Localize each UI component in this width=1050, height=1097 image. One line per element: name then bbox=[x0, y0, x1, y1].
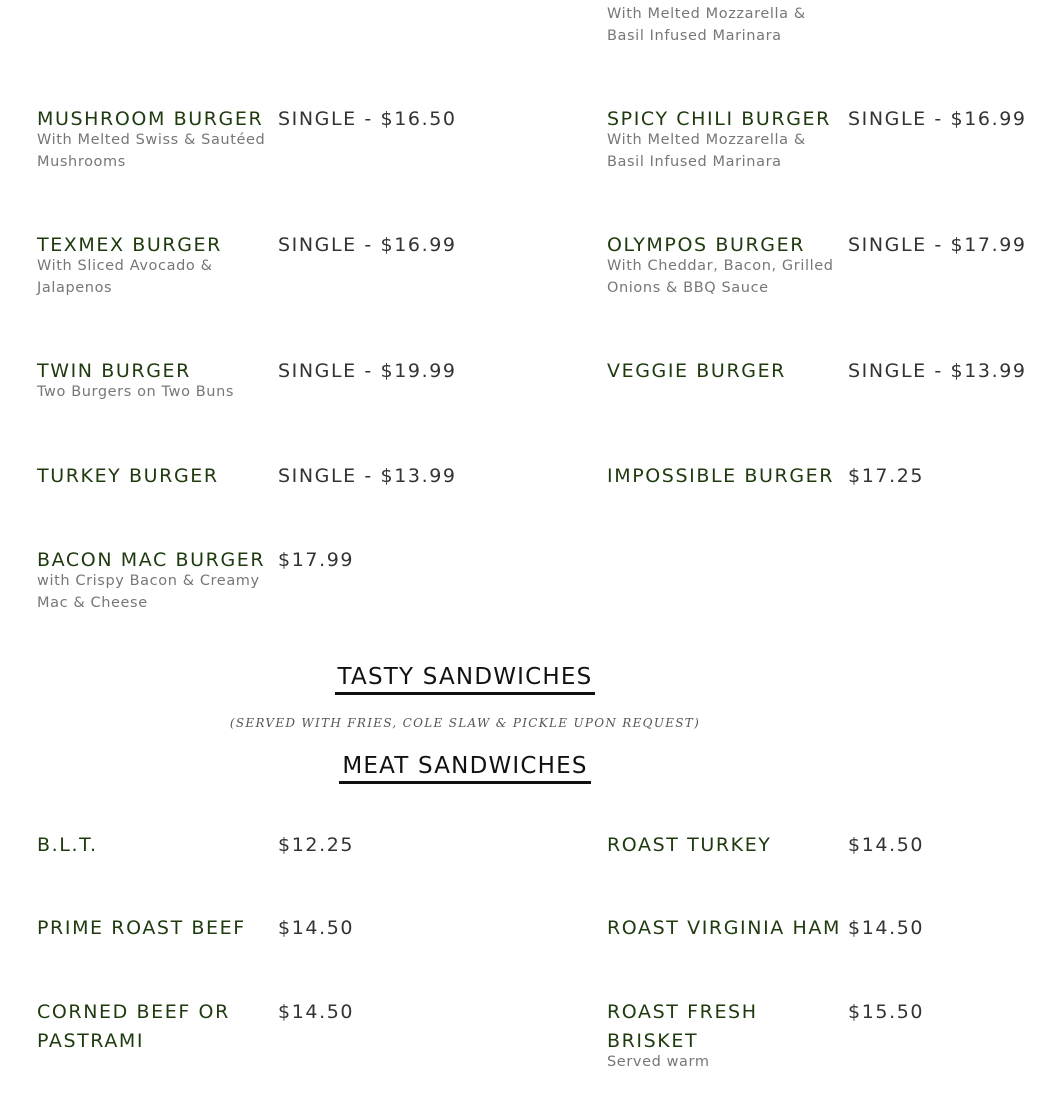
item-name: SPICY CHILI BURGER bbox=[607, 108, 831, 130]
menu-item bbox=[37, 231, 277, 299]
menu-item bbox=[607, 998, 847, 1074]
item-price: SINGLE - $13.99 bbox=[278, 465, 457, 487]
menu-item bbox=[37, 831, 277, 860]
item-price: SINGLE - $16.99 bbox=[848, 108, 1027, 130]
item-price: SINGLE - $16.50 bbox=[278, 108, 457, 130]
item-description: With Melted Mozzarella & Basil Infused Marinara bbox=[607, 132, 806, 170]
item-name: ROAST FRESH BRISKET bbox=[607, 1001, 758, 1052]
item-name: TEXMEX BURGER bbox=[37, 234, 222, 256]
menu-item bbox=[607, 231, 847, 299]
menu-item bbox=[37, 546, 277, 614]
item-name: TWIN BURGER bbox=[37, 360, 191, 382]
item-price: $14.50 bbox=[278, 917, 355, 939]
item-name: ROAST VIRGINIA HAM bbox=[607, 917, 841, 939]
item-price: SINGLE - $17.99 bbox=[848, 234, 1027, 256]
section-note: (SERVED WITH FRIES, COLE SLAW & PICKLE UPON REQUEST) bbox=[229, 716, 701, 730]
item-name: MUSHROOM BURGER bbox=[37, 108, 264, 130]
item-price: $14.50 bbox=[278, 1001, 355, 1023]
menu-item bbox=[607, 8, 847, 47]
item-name: VEGGIE BURGER bbox=[607, 360, 786, 382]
item-description: With Melted Mozzarella & Basil Infused Marinara bbox=[607, 6, 806, 44]
item-description: with Crispy Bacon & Creamy Mac & Cheese bbox=[37, 573, 260, 611]
menu-item bbox=[37, 914, 277, 943]
item-name: IMPOSSIBLE BURGER bbox=[607, 465, 835, 487]
item-description: With Melted Swiss & Sautéed Mushrooms bbox=[37, 132, 266, 170]
item-description: With Sliced Avocado & Jalapenos bbox=[37, 258, 213, 296]
item-description: Two Burgers on Two Buns bbox=[37, 384, 235, 400]
menu-item bbox=[607, 462, 847, 491]
menu-item bbox=[607, 914, 847, 943]
section-title-text: TASTY SANDWICHES bbox=[335, 664, 596, 695]
menu-item bbox=[607, 831, 847, 860]
item-name: B.L.T. bbox=[37, 834, 98, 856]
item-price: $17.25 bbox=[848, 465, 925, 487]
section-subtitle bbox=[0, 753, 930, 784]
item-price: SINGLE - $19.99 bbox=[278, 360, 457, 382]
item-price: $12.25 bbox=[278, 834, 355, 856]
section-title bbox=[0, 664, 930, 695]
menu-item bbox=[37, 462, 277, 491]
section-subtitle-text: MEAT SANDWICHES bbox=[339, 753, 590, 784]
menu-item bbox=[37, 357, 277, 404]
item-description: With Cheddar, Bacon, Grilled Onions & BBQ Sauce bbox=[607, 258, 834, 296]
item-name: CORNED BEEF OR PASTRAMI bbox=[37, 1001, 230, 1052]
item-name: TURKEY BURGER bbox=[37, 465, 219, 487]
menu-item bbox=[37, 105, 277, 173]
item-name: ROAST TURKEY bbox=[607, 834, 772, 856]
menu-item bbox=[37, 998, 277, 1056]
item-description: Served warm bbox=[607, 1054, 710, 1070]
item-name: BACON MAC BURGER bbox=[37, 549, 266, 571]
item-price: $14.50 bbox=[848, 917, 925, 939]
menu-item bbox=[607, 105, 847, 173]
item-name: PRIME ROAST BEEF bbox=[37, 917, 246, 939]
item-price: $14.50 bbox=[848, 834, 925, 856]
item-price: $15.50 bbox=[848, 1001, 925, 1023]
item-price: $17.99 bbox=[278, 549, 355, 571]
item-price: SINGLE - $13.99 bbox=[848, 360, 1027, 382]
menu-item bbox=[607, 357, 847, 386]
item-name: OLYMPOS BURGER bbox=[607, 234, 806, 256]
item-price: SINGLE - $16.99 bbox=[278, 234, 457, 256]
